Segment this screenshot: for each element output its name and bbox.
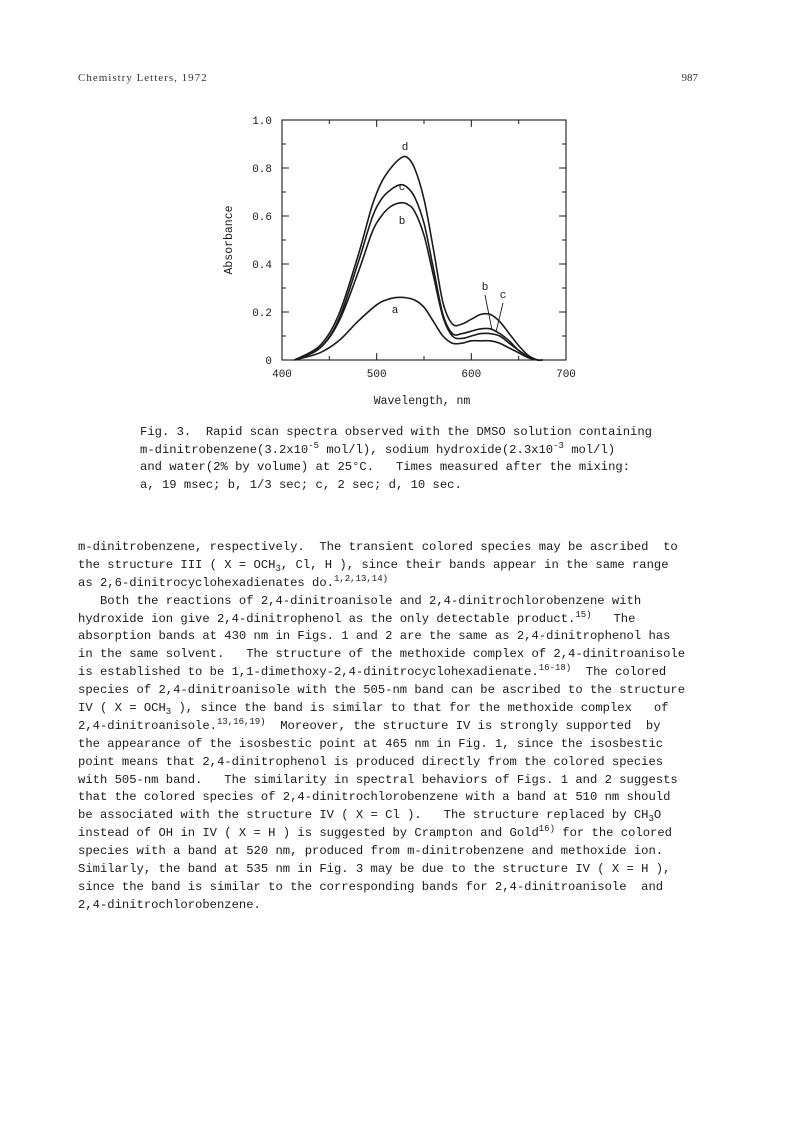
text-line: species with a band at 520 nm, produced from m-dinitrobenzene and methoxide ion. <box>78 844 664 859</box>
x-tick-labels <box>272 369 576 381</box>
text-line: IV ( $X = OCH_3$ ), since the band is similar to that for the methoxide complex of <box>78 701 669 718</box>
body-text <box>78 539 718 915</box>
plot-frame <box>282 120 566 360</box>
x-axis-label: Wavelength, nm <box>373 395 471 408</box>
series-line-c <box>294 185 542 361</box>
text-line: Both the reactions of 2,4-dinitroanisole and 2,4-dinitrochlorobenzene with <box>78 593 642 608</box>
text-line: since the band is similar to the corresponding bands for 2,4-dinitroanisole and <box>78 879 664 894</box>
text-line: species of 2,4-dinitroanisole with the 505-nm band can be ascribed to the structure <box>78 683 686 698</box>
text-line: point means that 2,4-dinitrophenol is produced directly from the colored species <box>78 754 664 769</box>
text-line: be associated with the structure IV ( X = Cl ). The structure replaced by $CH_3O$ <box>78 808 662 825</box>
series-label-a: a <box>391 305 399 317</box>
text-line: in the same solvent. The structure of the methoxide complex of 2,4-dinitroanisole <box>78 647 686 662</box>
text-line: m-dinitrobenzene, respectively. The transient colored species may be ascribed to <box>78 540 678 554</box>
text-line: Similarly, the band at 535 nm in Fig. 3 may be due to the structure IV ( X = H ), <box>78 862 671 877</box>
absorbance-spectrum-chart <box>0 0 793 420</box>
text-line: the structure III ( $X = OCH_3$, Cl, H ), since their bands appear in the same range <box>78 557 669 574</box>
y-tick-label: 0.6 <box>252 212 272 224</box>
caption-line-1: Rapid scan spectra observed with the DMSO solution containing <box>205 425 652 439</box>
text-line: that the colored species of 2,4-dinitrochlorobenzene with a band at 510 nm should <box>78 790 671 805</box>
x-tick-label: 600 <box>461 369 482 381</box>
series-label-b: b <box>398 216 406 228</box>
series-label-c: c <box>398 182 406 194</box>
text-line: absorption bands at 430 nm in Figs. 1 and 2 are the same as 2,4-dinitrophenol has <box>78 629 671 644</box>
y-tick-label: 0.2 <box>252 308 272 320</box>
caption-line-4: a, 19 msec; b, 1/3 sec; c, 2 sec; d, 10 sec. <box>140 477 462 492</box>
caption-line-3: and water(2% by volume) at 25°C. Times measured after the mixing: <box>140 460 631 475</box>
figure-label: Fig. 3. <box>140 425 192 439</box>
caption-line-2: $m-dinitrobenzene(3.2x10^{-5}$ mol/l), sodium $hydroxide(2.3x10^{-3}$ mol/l) <box>140 440 616 457</box>
text-line: with 505-nm band. The similarity in spectral behaviors of Figs. 1 and 2 suggests <box>78 772 678 787</box>
series-lines <box>294 142 542 360</box>
series-leader-label-c: c <box>499 290 507 302</box>
y-axis-label: Absorbance <box>223 205 236 275</box>
text-line: hydroxide ion give 2,4-dinitrophenol as the only detectable product.$^{15)}$ The <box>78 609 636 626</box>
leader-line-c <box>496 303 503 332</box>
y-tick-label: 0 <box>265 356 272 368</box>
text-line: is established to be 1,1-dimethoxy-2,4-dinitrocyclohexadienate.$^{16-18)}$ The colored <box>78 663 667 680</box>
text-line: as 2,6-dinitrocyclohexadienates do.$^{1,2,13,14)}$ <box>78 573 388 590</box>
series-label-d: d <box>401 142 409 154</box>
y-tick-label: 0.8 <box>252 164 272 176</box>
x-tick-label: 400 <box>272 369 292 381</box>
series-line-d <box>294 156 542 360</box>
x-tick-label: 500 <box>366 369 387 381</box>
leader-line-b <box>485 295 492 330</box>
x-tick-label: 700 <box>556 369 576 381</box>
axis-ticks <box>282 120 566 360</box>
series-leader-label-b: b <box>481 282 489 294</box>
y-tick-labels <box>252 116 272 368</box>
text-line: 2,4-dinitrochlorobenzene. <box>78 897 261 912</box>
text-line: 2,4-dinitroanisole.$^{13,16,19)}$ Moreover, the structure IV is strongly supported by <box>78 716 661 733</box>
y-tick-label: 1.0 <box>252 116 272 128</box>
page-number: 987 <box>681 72 698 84</box>
text-line: instead of OH in IV ( X = H ) is suggested by Crampton and Gold$^{16)}$ for the colored <box>78 824 672 841</box>
figure-caption <box>140 424 700 494</box>
text-line: the appearance of the isosbestic point at 465 nm in Fig. 1, since the isosbestic <box>78 736 664 751</box>
journal-name: Chemistry Letters, 1972 <box>78 72 208 84</box>
y-tick-label: 0.4 <box>252 260 272 272</box>
